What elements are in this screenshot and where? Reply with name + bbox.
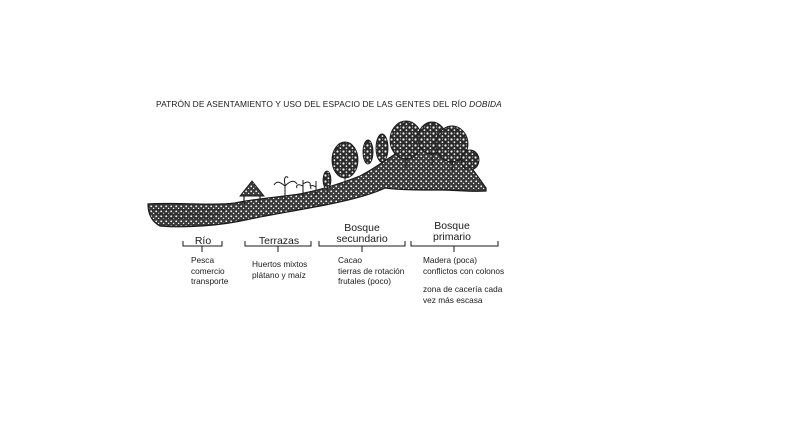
zone-uses-bosque-secundario (338, 255, 404, 287)
zone-uses-rio (191, 255, 228, 287)
use-item: Madera (poca) (423, 255, 477, 265)
zone-label-bosque-primario (420, 221, 484, 243)
use-item: conflictos con colonos (423, 265, 505, 276)
title-river-name: DOBIDA (469, 99, 502, 109)
zone-label-line: secundario (336, 233, 388, 245)
zone-uses-terrazas (252, 259, 307, 280)
zone-label-rio: Río (194, 235, 212, 247)
title-text: PATRÓN DE ASENTAMIENTO Y USO DEL ESPACIO DE LAS GENTES DEL RÍO (156, 99, 467, 109)
use-item: Huertos mixtos (252, 259, 308, 269)
zone-label-bosque-secundario (330, 223, 394, 245)
use-item: frutales (poco) (338, 276, 392, 287)
zone-label-terrazas: Terrazas (258, 235, 300, 247)
use-item: zona de cacería cada (423, 284, 503, 295)
use-item: Pesca (191, 255, 215, 265)
use-item: Cacao (338, 255, 362, 265)
use-item: tierras de rotación (338, 265, 405, 276)
use-item: transporte (191, 276, 229, 287)
use-item: comercio (191, 265, 225, 276)
zone-uses-bosque-primario (423, 255, 504, 305)
zone-label-line: primario (433, 231, 471, 243)
use-item: plátano y maíz (252, 269, 306, 280)
zone-label-line: Bosque (434, 220, 470, 232)
zone-label-line: Bosque (344, 222, 380, 234)
use-item: vez más escasa (423, 294, 483, 305)
